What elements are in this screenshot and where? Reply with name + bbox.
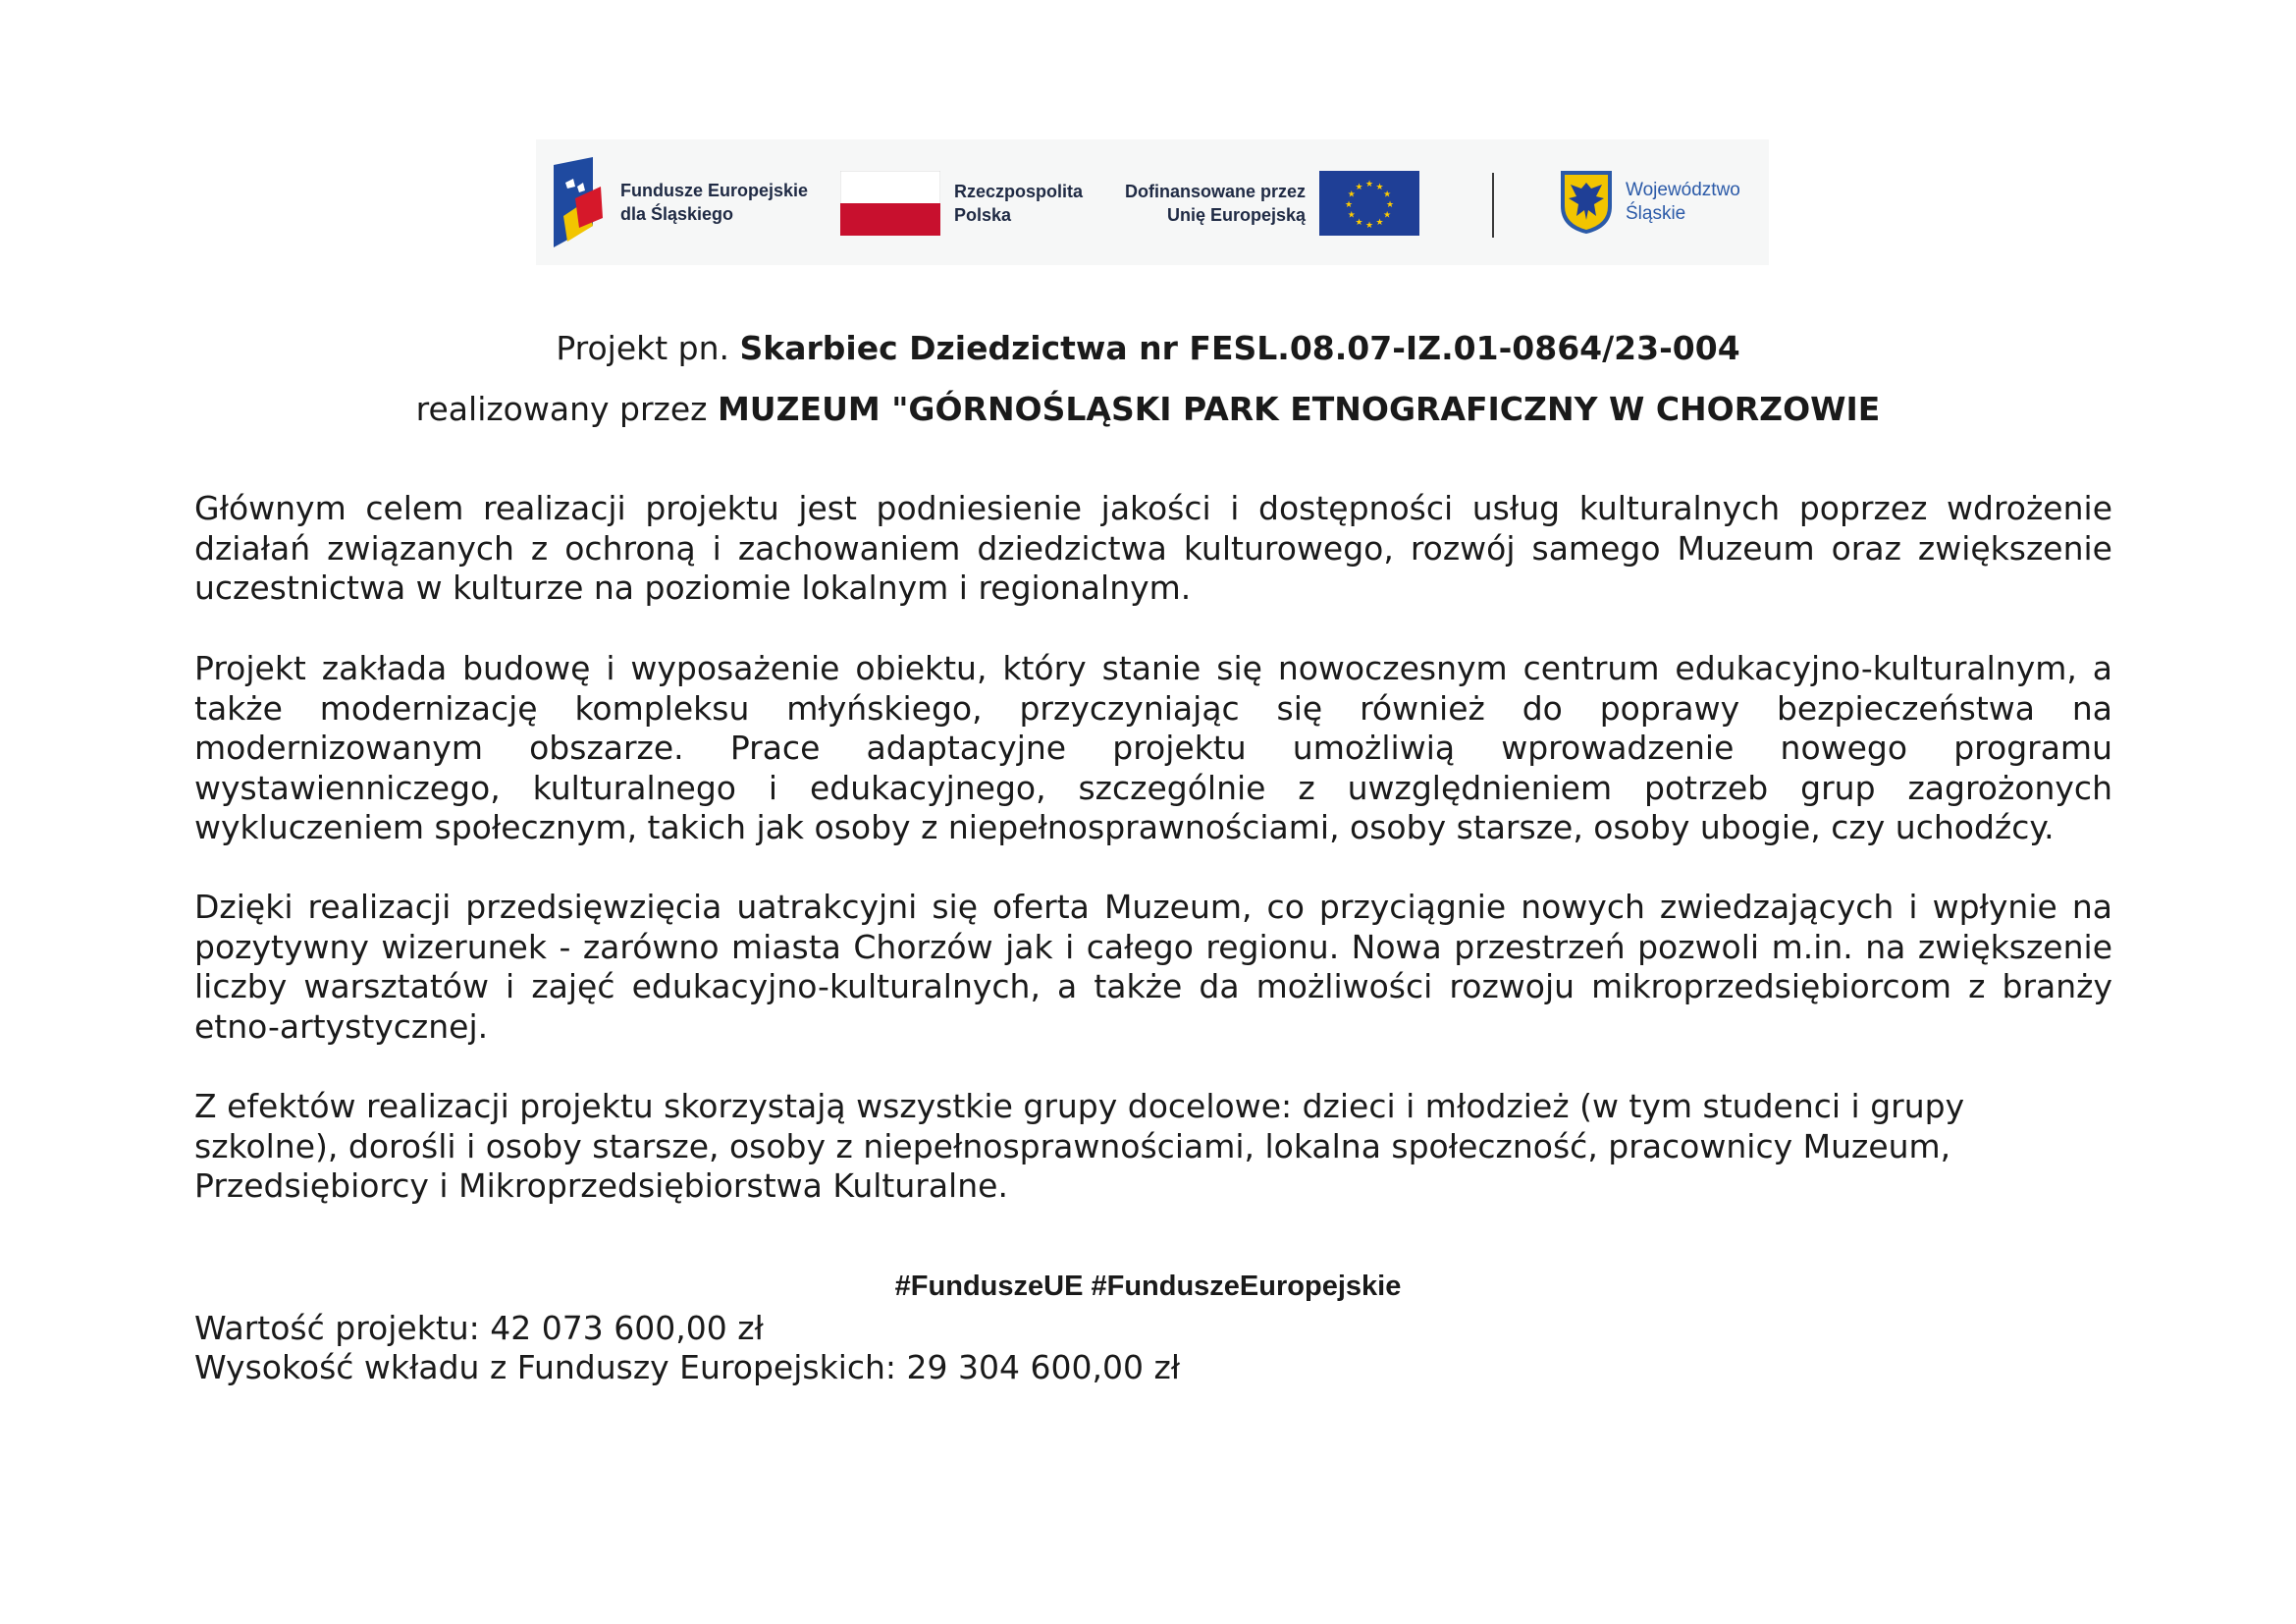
- svg-text:★: ★: [1364, 180, 1374, 189]
- svg-text:★: ★: [1383, 210, 1392, 221]
- rp-line2: Polska: [954, 205, 1012, 225]
- paragraph-benefits: Dzięki realizacji przedsięwzięcia uatrakcyjni się oferta Muzeum, co przyciągnie nowych zwiedzających i wpłynie na pozytywny wizerunek - zarówno miasta Chorzów jak i całego regionu. Nowa przestrzeń pozwoli m.in. na zwiększenie liczby warsztatów i zajęć edukacyjno-kulturalnych, a także da możliwości rozwoju mikroprzedsiębiorcom z branży etno-artystycznej.: [194, 888, 2112, 1046]
- implementer-prefix: realizowany przez: [415, 390, 718, 428]
- project-title-line: [0, 329, 2296, 368]
- rp-logo: [840, 171, 1083, 236]
- svg-text:★: ★: [1375, 182, 1384, 192]
- fe-slaskie-logo: [554, 157, 808, 247]
- rp-line1: Rzeczpospolita: [954, 182, 1084, 201]
- eu-flag-icon: [1319, 171, 1419, 236]
- project-value: Wartość projektu: 42 073 600,00 zł: [194, 1309, 764, 1347]
- svg-text:★: ★: [1383, 189, 1392, 200]
- svg-text:★: ★: [1347, 210, 1356, 221]
- eu-line2: Unię Europejską: [1166, 205, 1307, 225]
- paragraph-target-groups: Z efektów realizacji projektu skorzystają wszystkie grupy docelowe: dzieci i młodzież (w tym studenci i grupy szkolne), dorośli i osoby starsze, osoby z niepełnosprawnościami, lokalna społeczność, pracownicy Muzeum, Przedsiębiorcy i Mikroprzedsiębiorstwa Kulturalne.: [194, 1087, 1965, 1206]
- svg-text:★: ★: [1344, 200, 1354, 210]
- woj-line2: Śląskie: [1626, 203, 1686, 224]
- eu-logo: [1125, 171, 1419, 236]
- project-implementer-line: [0, 390, 2296, 429]
- fe-slaskie-line2: dla Śląskiego: [620, 204, 734, 224]
- paragraph-goal: Głównym celem realizacji projektu jest podniesienie jakości i dostępności usług kulturalnych poprzez wdrożenie działań związanych z ochroną i zachowaniem dziedzictwa kulturowego, rozwój samego Muzeum oraz zwiększenie uczestnictwa w kulturze na poziomie lokalnym i regionalnym.: [194, 489, 2112, 608]
- paragraph-scope: Projekt zakłada budowę i wyposażenie obiektu, który stanie się nowoczesnym centrum edukacyjno-kulturalnym, a także modernizację kompleksu młyńskiego, przyczyniając się również do poprawy bezpieczeństwa na modernizowanym obszarze. Prace adaptacyjne projektu umożliwią wprowadzenie nowego programu wystawienniczego, kulturalnego i edukacyjnego, szczególnie z uwzględnieniem potrzeb grup zagrożonych wykluczeniem społecznym, takich jak osoby z niepełnosprawnościami, osoby starsze, osoby ubogie, czy uchodźcy.: [194, 649, 2112, 847]
- eu-contribution: Wysokość wkładu z Funduszy Europejskich: 29 304 600,00 zł: [194, 1348, 1181, 1386]
- eu-line1: Dofinansowane przez: [1125, 182, 1307, 201]
- svg-text:★: ★: [1385, 200, 1395, 210]
- project-title: Skarbiec Dziedzictwa nr FESL.08.07-IZ.01-0864/23-004: [739, 329, 1740, 367]
- svg-text:★: ★: [1375, 218, 1384, 229]
- implementer-name: MUZEUM "GÓRNOŚLĄSKI PARK ETNOGRAFICZNY W CHORZOWIE: [717, 390, 1881, 428]
- svg-text:★: ★: [1355, 182, 1363, 192]
- polish-flag-icon: [840, 171, 940, 236]
- fe-emblem-icon: [554, 157, 605, 247]
- project-title-prefix: Projekt pn.: [556, 329, 740, 367]
- svg-text:★: ★: [1347, 189, 1356, 200]
- hashtags: #FunduszeUE #FunduszeEuropejskie: [894, 1271, 1402, 1302]
- woj-line1: Województwo: [1626, 180, 1740, 200]
- fe-slaskie-line1: Fundusze Europejskie: [620, 181, 809, 200]
- funding-logos-bar: [536, 139, 1769, 265]
- svg-text:★: ★: [1364, 221, 1374, 231]
- svg-text:★: ★: [1355, 218, 1363, 229]
- eagle-crest-icon: [1559, 169, 1614, 236]
- logo-divider: [1492, 173, 1494, 238]
- woj-slaskie-logo: [1559, 169, 1740, 236]
